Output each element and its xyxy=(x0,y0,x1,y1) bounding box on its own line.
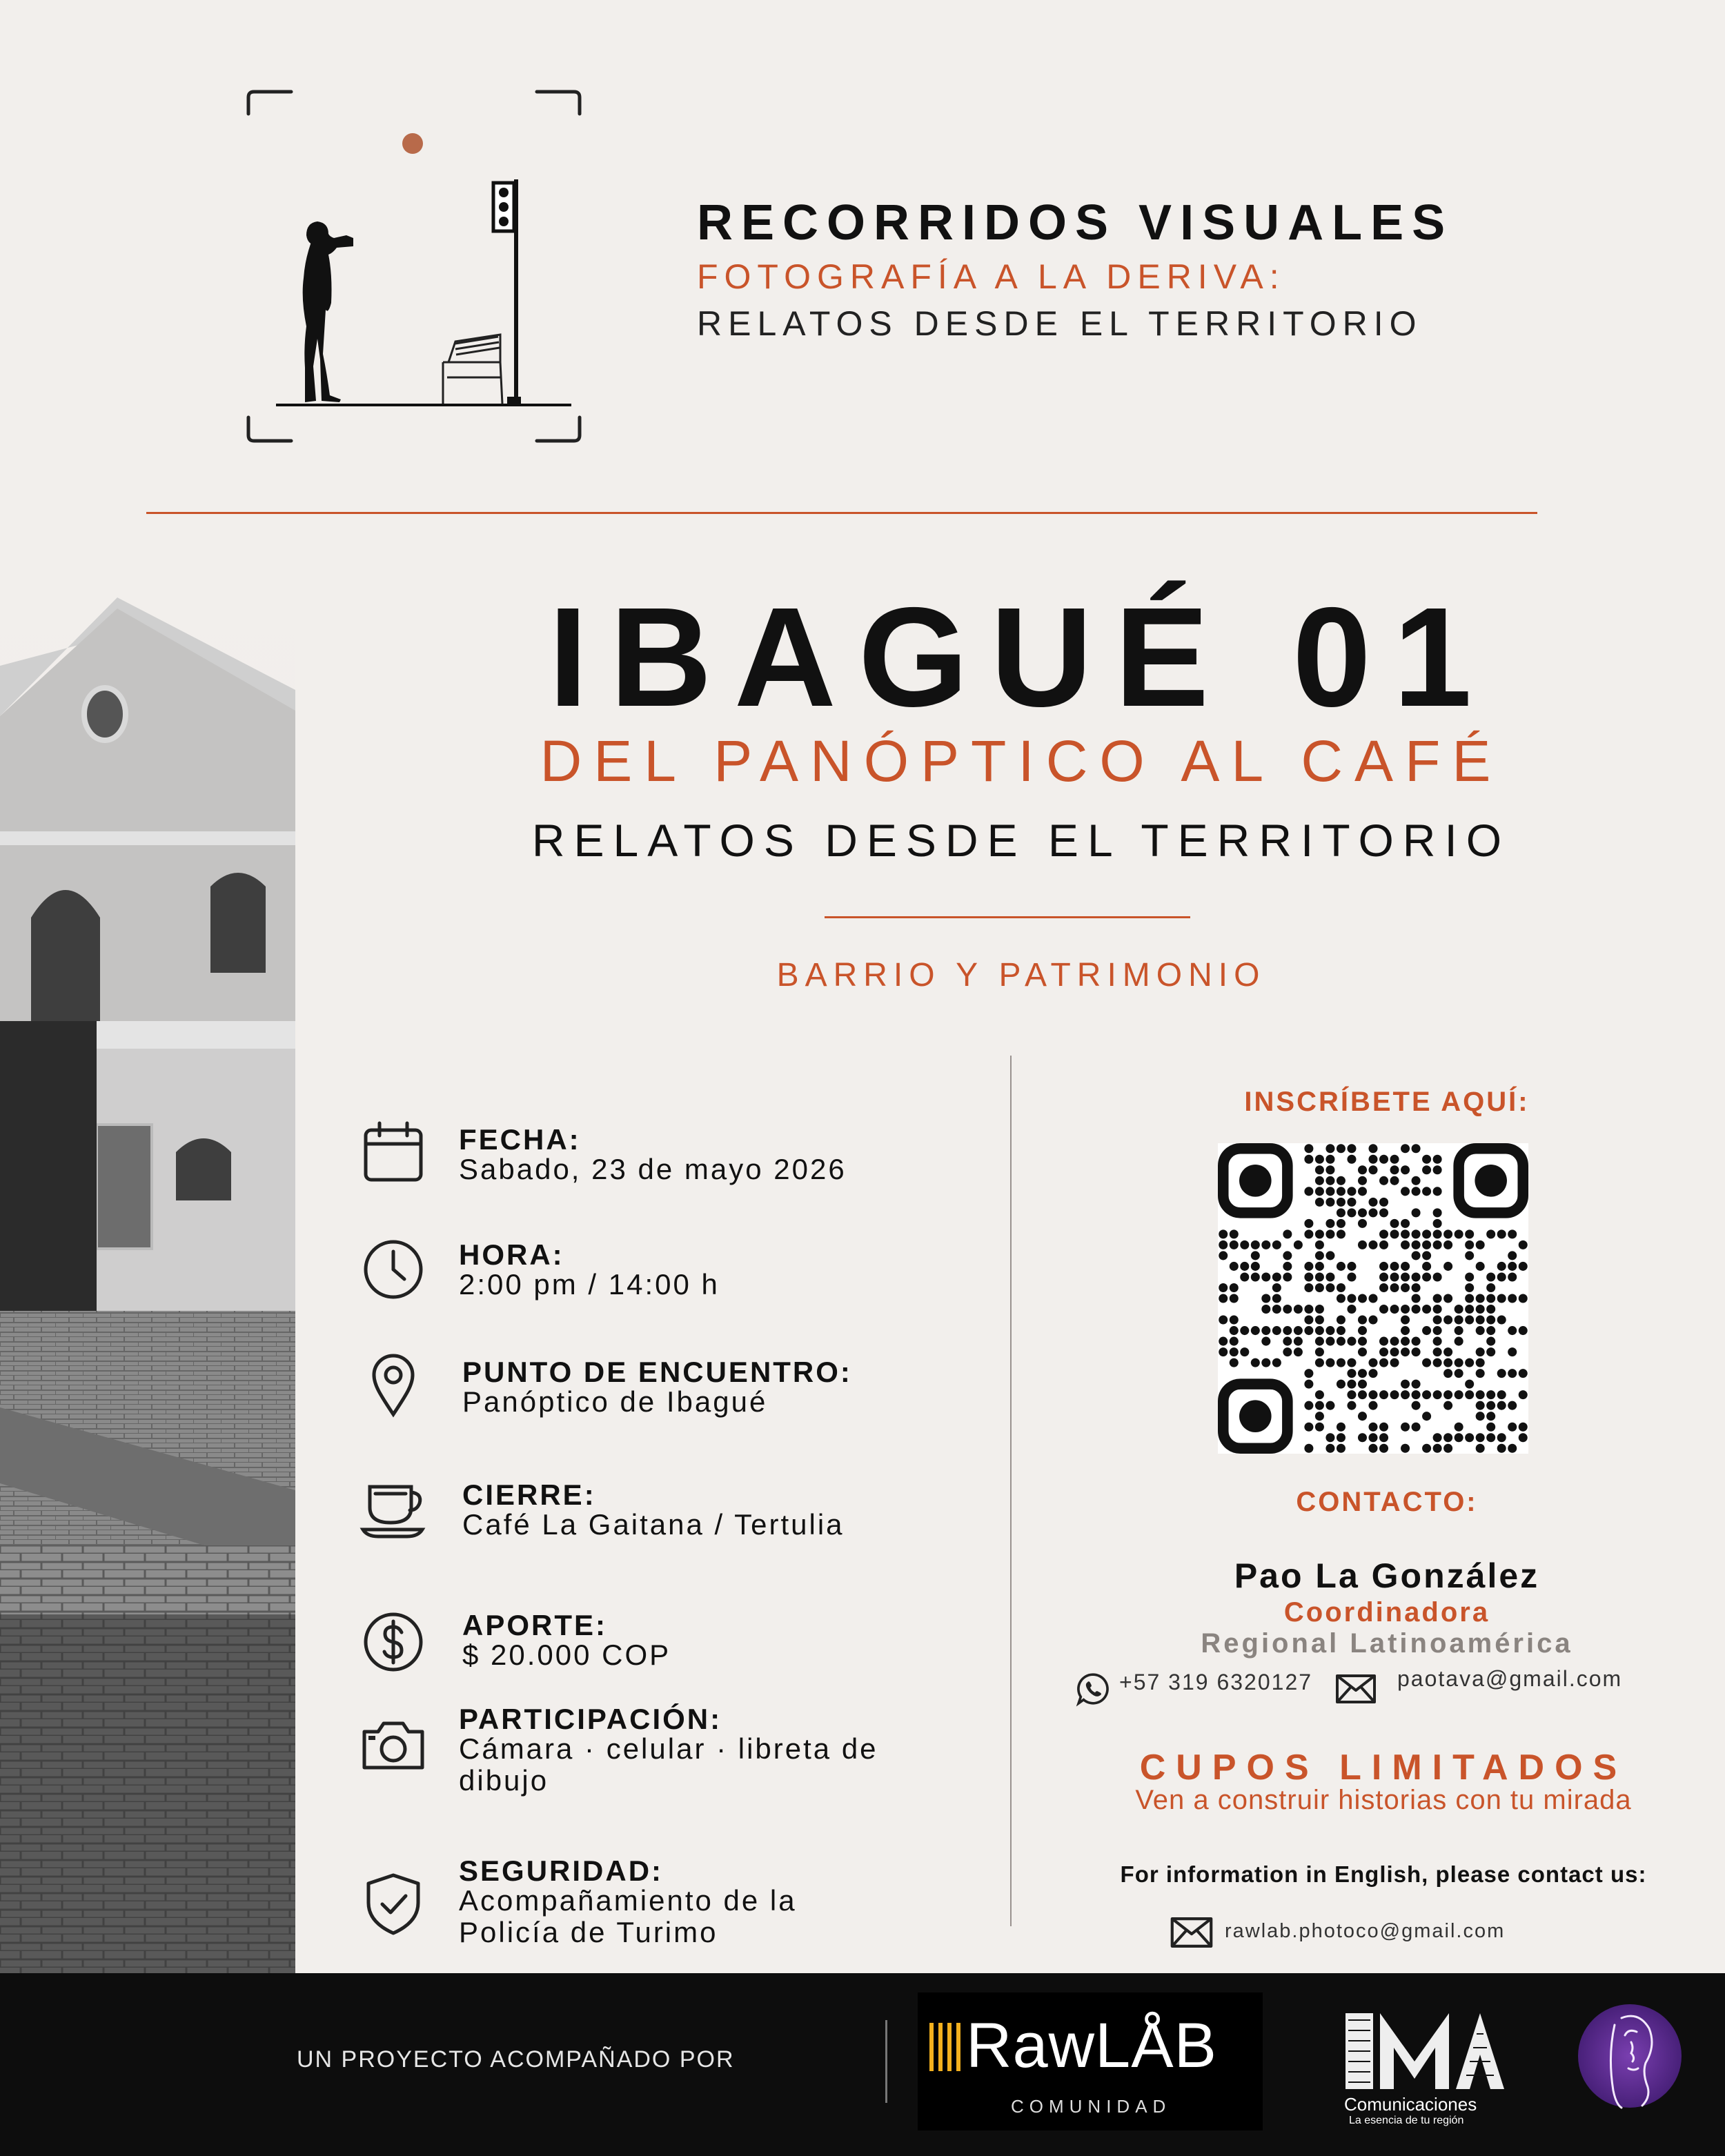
main-title: IBAGUÉ 01 xyxy=(548,578,1495,736)
limited-spots-title: CUPOS LIMITADOS xyxy=(1139,1748,1628,1788)
main-subtitle-2: RELATOS DESDE EL TERRITORIO xyxy=(531,815,1511,866)
date-value: Sabado, 23 de mayo 2026 xyxy=(459,1153,847,1185)
column-divider xyxy=(1010,1056,1012,1926)
email-icon-english xyxy=(1170,1917,1214,1948)
security-value: Acompañamiento de la Policía de Turimo xyxy=(459,1884,797,1948)
contact-heading: CONTACTO: xyxy=(1296,1487,1478,1517)
dollar-coin-icon xyxy=(359,1608,428,1677)
closing-label: CIERRE: xyxy=(462,1478,596,1511)
contact-phone[interactable]: +57 319 6320127 xyxy=(1119,1670,1313,1694)
header-title: RECORRIDOS VISUALES xyxy=(697,195,1454,250)
rawlab-bars-icon xyxy=(929,2023,963,2071)
panoptico-building-photo xyxy=(0,593,295,1973)
footer-separator xyxy=(885,2020,887,2103)
limited-spots-subtitle: Ven a construir historias con tu mirada xyxy=(1135,1785,1632,1815)
middle-divider xyxy=(825,916,1190,918)
date-label: FECHA: xyxy=(459,1123,581,1156)
participation-label: PARTICIPACIÓN: xyxy=(459,1703,722,1735)
camera-icon xyxy=(359,1711,428,1780)
purple-portrait-logo xyxy=(1573,1994,1687,2118)
contact-name: Pao La González xyxy=(1234,1556,1540,1595)
clock-icon xyxy=(359,1235,428,1304)
contribution-value: $ 20.000 COP xyxy=(462,1639,671,1671)
main-subtitle: DEL PANÓPTICO AL CAFÉ xyxy=(540,729,1503,793)
shield-check-icon xyxy=(359,1870,428,1939)
ima-tagline: La esencia de tu región xyxy=(1349,2115,1464,2126)
rawlab-subtitle: COMUNIDAD xyxy=(1011,2096,1172,2117)
registration-qr-code[interactable] xyxy=(1218,1143,1528,1454)
email-icon xyxy=(1335,1674,1377,1704)
contact-role: Coordinadora xyxy=(1283,1597,1490,1628)
rawlab-wordmark: RawLÅB xyxy=(966,2010,1217,2081)
english-contact-email[interactable]: rawlab.photoco@gmail.com xyxy=(1225,1920,1506,1942)
ima-name: Comunicaciones xyxy=(1344,2094,1477,2115)
closing-value: Café La Gaitana / Tertulia xyxy=(462,1508,845,1541)
participation-value: Cámara · celular · libreta de dibujo xyxy=(459,1732,878,1797)
top-divider xyxy=(146,512,1537,514)
coffee-cup-icon xyxy=(359,1473,428,1542)
contribution-label: APORTE: xyxy=(462,1609,607,1641)
photographer-logo xyxy=(228,86,600,448)
location-pin-icon xyxy=(359,1349,428,1418)
header-subtitle-2: RELATOS DESDE EL TERRITORIO xyxy=(697,304,1423,343)
contact-region: Regional Latinoamérica xyxy=(1201,1628,1573,1659)
security-label: SEGURIDAD: xyxy=(459,1855,664,1887)
time-value: 2:00 pm / 14:00 h xyxy=(459,1268,720,1300)
whatsapp-icon xyxy=(1075,1671,1111,1707)
meeting-point-label: PUNTO DE ENCUENTRO: xyxy=(462,1356,852,1388)
meeting-point-value: Panóptico de Ibagué xyxy=(462,1385,768,1418)
calendar-icon xyxy=(359,1118,428,1187)
tagline: BARRIO Y PATRIMONIO xyxy=(776,957,1266,993)
header-subtitle: FOTOGRAFÍA A LA DERIVA: xyxy=(697,257,1285,296)
english-info-note: For information in English, please contact us: xyxy=(1120,1861,1647,1887)
contact-email[interactable]: paotava@gmail.com xyxy=(1397,1666,1623,1691)
register-heading: INSCRÍBETE AQUÍ: xyxy=(1244,1087,1530,1117)
time-label: HORA: xyxy=(459,1238,564,1271)
footer-sponsor-text: UN PROYECTO ACOMPAÑADO POR xyxy=(297,2046,735,2073)
